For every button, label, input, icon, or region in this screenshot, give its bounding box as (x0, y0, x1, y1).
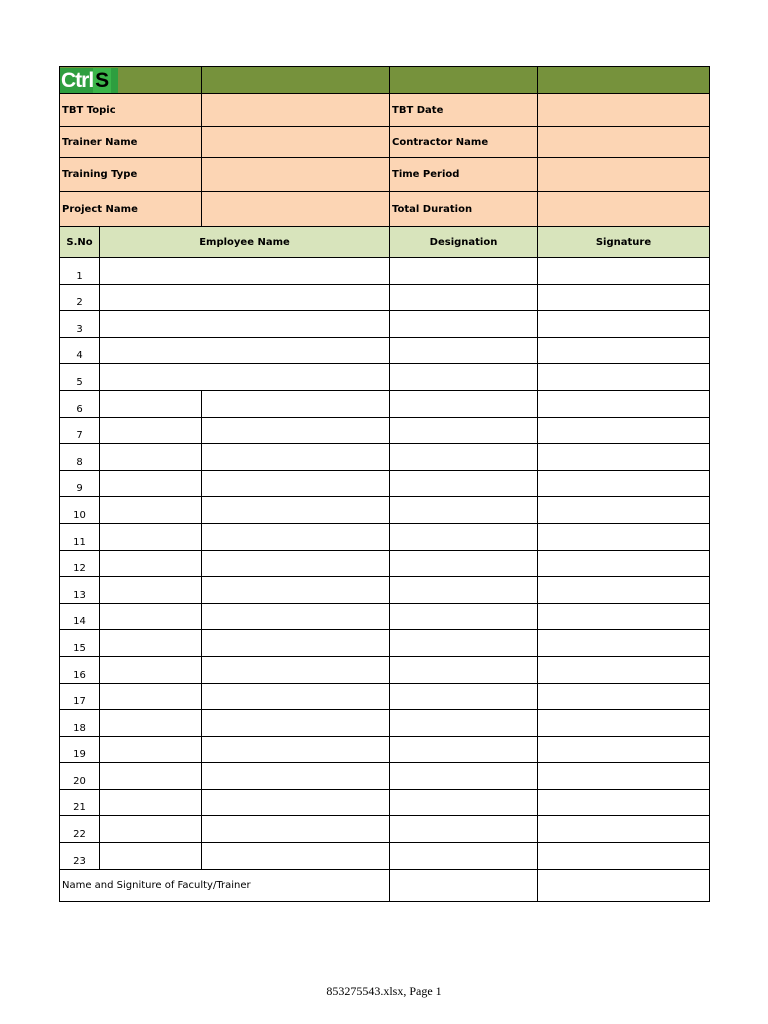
signature-cell[interactable] (538, 603, 710, 630)
employee-extra-cell[interactable] (202, 417, 390, 444)
employee-extra-cell[interactable] (202, 656, 390, 683)
table-row (60, 364, 710, 391)
employee-name-cell[interactable] (100, 364, 390, 391)
employee-name-cell[interactable] (100, 763, 202, 790)
designation-cell[interactable] (390, 683, 538, 710)
employee-extra-cell[interactable] (202, 789, 390, 816)
employee-extra-cell[interactable] (202, 603, 390, 630)
contractor-name-value[interactable] (538, 127, 710, 158)
employee-extra-cell[interactable] (202, 683, 390, 710)
employee-extra-cell[interactable] (202, 577, 390, 604)
signature-cell[interactable] (538, 763, 710, 790)
info-row-training-type (60, 158, 710, 192)
employee-name-cell[interactable] (100, 577, 202, 604)
table-row (60, 710, 710, 737)
sno-cell: 23 (60, 843, 100, 870)
table-row (60, 550, 710, 577)
training-type-value[interactable] (202, 158, 390, 192)
table-row (60, 258, 710, 285)
employee-name-cell[interactable] (100, 311, 390, 338)
employee-extra-cell[interactable] (202, 497, 390, 524)
info-row-tbt-topic (60, 94, 710, 127)
table-row (60, 736, 710, 763)
designation-header: Designation (390, 227, 538, 258)
sno-cell: 4 (60, 337, 100, 364)
employee-name-cell[interactable] (100, 789, 202, 816)
table-row (60, 523, 710, 550)
signature-cell[interactable] (538, 311, 710, 338)
designation-cell[interactable] (390, 710, 538, 737)
info-row-trainer-name (60, 127, 710, 158)
sno-cell: 5 (60, 364, 100, 391)
designation-cell[interactable] (390, 843, 538, 870)
sno-cell: 10 (60, 497, 100, 524)
signature-cell[interactable] (538, 417, 710, 444)
column-header-row (60, 227, 710, 258)
employee-name-cell[interactable] (100, 630, 202, 657)
designation-cell[interactable] (390, 470, 538, 497)
table-row (60, 390, 710, 417)
designation-cell[interactable] (390, 497, 538, 524)
employee-name-cell[interactable] (100, 550, 202, 577)
employee-extra-cell[interactable] (202, 816, 390, 843)
employee-name-cell[interactable] (100, 843, 202, 870)
sno-cell: 21 (60, 789, 100, 816)
signature-cell[interactable] (538, 736, 710, 763)
band-cell (538, 67, 710, 94)
signature-cell[interactable] (538, 550, 710, 577)
table-row (60, 444, 710, 471)
signature-cell[interactable] (538, 258, 710, 285)
sno-cell: 6 (60, 390, 100, 417)
table-row (60, 789, 710, 816)
table-row (60, 763, 710, 790)
designation-cell[interactable] (390, 656, 538, 683)
table-row (60, 683, 710, 710)
signature-cell[interactable] (538, 843, 710, 870)
employee-extra-cell[interactable] (202, 523, 390, 550)
table-row (60, 603, 710, 630)
designation-cell[interactable] (390, 444, 538, 471)
tbt-attendance-sheet (59, 66, 710, 902)
table-row (60, 337, 710, 364)
table-row (60, 497, 710, 524)
employee-name-header: Employee Name (100, 227, 390, 258)
employee-name-cell[interactable] (100, 656, 202, 683)
signature-cell[interactable] (538, 683, 710, 710)
signature-cell[interactable] (538, 444, 710, 471)
faculty-signature-label: Name and Signiture of Faculty/Trainer (60, 869, 390, 901)
employee-extra-cell[interactable] (202, 390, 390, 417)
contractor-name-label: Contractor Name (390, 127, 538, 158)
trainer-name-value[interactable] (202, 127, 390, 158)
sno-cell: 17 (60, 683, 100, 710)
table-row (60, 656, 710, 683)
employee-extra-cell[interactable] (202, 550, 390, 577)
signature-cell[interactable] (538, 710, 710, 737)
sno-cell: 13 (60, 577, 100, 604)
sno-cell: 16 (60, 656, 100, 683)
employee-name-cell[interactable] (100, 444, 202, 471)
table-row (60, 816, 710, 843)
employee-name-cell[interactable] (100, 710, 202, 737)
designation-cell[interactable] (390, 311, 538, 338)
sno-cell: 2 (60, 284, 100, 311)
table-row (60, 630, 710, 657)
designation-cell[interactable] (390, 417, 538, 444)
ctrls-logo: Ctrl S (60, 68, 118, 93)
table-row (60, 417, 710, 444)
employee-name-cell[interactable] (100, 390, 202, 417)
time-period-value[interactable] (538, 158, 710, 192)
trainer-name-label: Trainer Name (60, 127, 202, 158)
signature-cell[interactable] (538, 630, 710, 657)
designation-cell[interactable] (390, 789, 538, 816)
employee-extra-cell[interactable] (202, 736, 390, 763)
training-type-label: Training Type (60, 158, 202, 192)
total-duration-label: Total Duration (390, 192, 538, 227)
table-row (60, 470, 710, 497)
faculty-designation-cell[interactable] (390, 869, 538, 901)
designation-cell[interactable] (390, 736, 538, 763)
page-footer: 853275543.xlsx, Page 1 (326, 984, 442, 998)
employee-extra-cell[interactable] (202, 710, 390, 737)
signature-cell[interactable] (538, 656, 710, 683)
band-cell (202, 67, 390, 94)
total-duration-value[interactable] (538, 192, 710, 227)
employee-name-cell[interactable] (100, 337, 390, 364)
designation-cell[interactable] (390, 763, 538, 790)
designation-cell[interactable] (390, 816, 538, 843)
sno-cell: 3 (60, 311, 100, 338)
employee-name-cell[interactable] (100, 258, 390, 285)
signature-cell[interactable] (538, 789, 710, 816)
employee-name-cell[interactable] (100, 470, 202, 497)
sno-cell: 9 (60, 470, 100, 497)
designation-cell[interactable] (390, 550, 538, 577)
band-cell (390, 67, 538, 94)
employee-name-cell[interactable] (100, 523, 202, 550)
table-row (60, 577, 710, 604)
designation-cell[interactable] (390, 603, 538, 630)
employee-extra-cell[interactable] (202, 630, 390, 657)
signature-cell[interactable] (538, 497, 710, 524)
header-band (60, 67, 710, 94)
table-row (60, 284, 710, 311)
project-name-label: Project Name (60, 192, 202, 227)
project-name-value[interactable] (202, 192, 390, 227)
tbt-date-label: TBT Date (390, 94, 538, 127)
designation-cell[interactable] (390, 364, 538, 391)
sno-header: S.No (60, 227, 100, 258)
sno-cell: 1 (60, 258, 100, 285)
sno-cell: 12 (60, 550, 100, 577)
signature-cell[interactable] (538, 390, 710, 417)
signature-cell[interactable] (538, 284, 710, 311)
signature-cell[interactable] (538, 577, 710, 604)
employee-extra-cell[interactable] (202, 444, 390, 471)
sno-cell: 20 (60, 763, 100, 790)
time-period-label: Time Period (390, 158, 538, 192)
sno-cell: 14 (60, 603, 100, 630)
designation-cell[interactable] (390, 630, 538, 657)
designation-cell[interactable] (390, 258, 538, 285)
designation-cell[interactable] (390, 337, 538, 364)
logo-cell (60, 67, 202, 94)
faculty-signature-row (60, 869, 710, 901)
employee-name-cell[interactable] (100, 736, 202, 763)
designation-cell[interactable] (390, 523, 538, 550)
sno-cell: 11 (60, 523, 100, 550)
employee-name-cell[interactable] (100, 603, 202, 630)
designation-cell[interactable] (390, 577, 538, 604)
employee-extra-cell[interactable] (202, 763, 390, 790)
sno-cell: 8 (60, 444, 100, 471)
tbt-topic-label: TBT Topic (60, 94, 202, 127)
sno-cell: 18 (60, 710, 100, 737)
faculty-signature-cell[interactable] (538, 869, 710, 901)
sno-cell: 19 (60, 736, 100, 763)
signature-cell[interactable] (538, 523, 710, 550)
employee-name-cell[interactable] (100, 417, 202, 444)
employee-extra-cell[interactable] (202, 470, 390, 497)
tbt-date-value[interactable] (538, 94, 710, 127)
designation-cell[interactable] (390, 390, 538, 417)
signature-cell[interactable] (538, 337, 710, 364)
signature-cell[interactable] (538, 470, 710, 497)
sno-cell: 22 (60, 816, 100, 843)
sno-cell: 7 (60, 417, 100, 444)
employee-name-cell[interactable] (100, 816, 202, 843)
employee-extra-cell[interactable] (202, 843, 390, 870)
employee-name-cell[interactable] (100, 683, 202, 710)
signature-cell[interactable] (538, 364, 710, 391)
employee-name-cell[interactable] (100, 284, 390, 311)
signature-cell[interactable] (538, 816, 710, 843)
table-row (60, 843, 710, 870)
sno-cell: 15 (60, 630, 100, 657)
signature-header: Signature (538, 227, 710, 258)
tbt-topic-value[interactable] (202, 94, 390, 127)
employee-name-cell[interactable] (100, 497, 202, 524)
info-row-project-name (60, 192, 710, 227)
table-row (60, 311, 710, 338)
designation-cell[interactable] (390, 284, 538, 311)
